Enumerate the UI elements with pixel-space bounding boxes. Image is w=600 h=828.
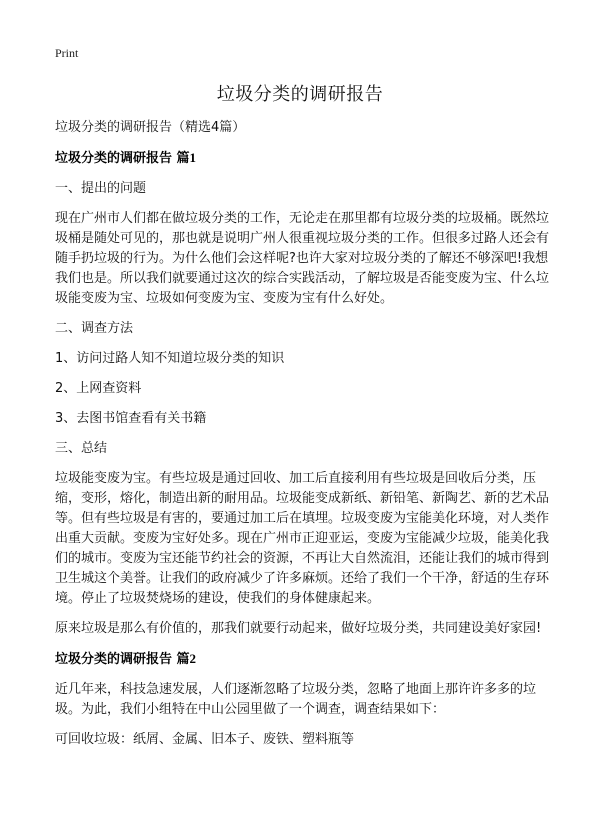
document-body	[55, 118, 555, 760]
section1-body: 现在广州市人们都在做垃圾分类的工作，无论走在那里都有垃圾分类的垃圾桶。既然垃圾桶是随处可见的，那也就是说明广州人很重视垃圾分类的工作。但很多过路人还会有随手扔垃圾的行为。为什么他们会这样呢?也许大家对垃圾分类的了解还不够深吧!我想我们也是。所以我们就要通过这次的综合实践活动，了解垃圾是否能变废为宝、什么垃圾能变废为宝、垃圾如何变废为宝、变废为宝有什么好处。	[55, 211, 550, 306]
section3-title: 三、总结	[55, 441, 108, 456]
part1-heading-number: 1	[189, 150, 197, 165]
part2-item-1: 可回收垃圾：纸屑、金属、旧本子、废铁、塑料瓶等	[55, 732, 355, 747]
print-label[interactable]: Print	[55, 46, 79, 60]
section2-item-1: 1、访问过路人知不知道垃圾分类的知识	[55, 351, 285, 366]
subtitle: 垃圾分类的调研报告（精选4篇）	[55, 120, 246, 135]
section2-item-2: 2、上网查资料	[55, 381, 142, 396]
section3-body: 垃圾能变废为宝。有些垃圾是通过回收、加工后直接利用有些垃圾是回收后分类，压缩，变形，熔化，制造出新的耐用品。垃圾能变成新纸、新铅笔、新陶艺、新的艺术品等。但有些垃圾是有害的，要通过加工后在填埋。垃圾变废为宝能美化环境，对人类作出重大贡献。变废为宝好处多。现在广州市正迎亚运，变废为宝能减少垃圾，能美化我们的城市。变废为宝还能节约社会的资源，不再让大自然流泪，还能让我们的城市得到卫生城这个美誉。让我们的政府减少了许多麻烦。还给了我们一个干净，舒适的生存环境。停止了垃圾焚烧场的建设，使我们的身体健康起来。	[55, 471, 550, 606]
part1-heading-text: 垃圾分类的调研报告 篇	[55, 151, 190, 166]
part1-heading	[55, 148, 555, 169]
part2-heading-text: 垃圾分类的调研报告 篇	[55, 652, 190, 667]
part2-heading-number: 2	[189, 651, 197, 666]
section1-title: 一、提出的问题	[55, 181, 147, 196]
section2-title: 二、调查方法	[55, 321, 134, 336]
part2-heading	[55, 649, 555, 670]
part2-body: 近几年来，科技急速发展，人们逐渐忽略了垃圾分类，忽略了地面上那许许多多的垃圾。为此，我们小组特在中山公园里做了一个调查，调查结果如下：	[55, 682, 537, 717]
section2-item-3: 3、去图书馆查看有关书籍	[55, 411, 207, 426]
page-title: 垃圾分类的调研报告	[216, 84, 384, 105]
section3-conclusion: 原来垃圾是那么有价值的，那我们就要行动起来，做好垃圾分类，共同建设美好家园!	[55, 621, 542, 636]
